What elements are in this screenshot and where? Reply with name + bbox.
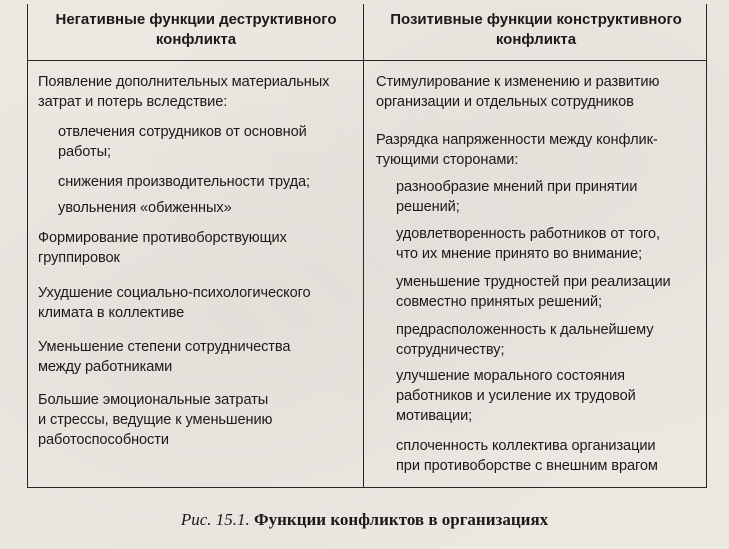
right-subitem-morale: улучшение морального состояния работников и усиление их трудовой мотивации; [396, 368, 636, 424]
header-negative-functions: Негативные функции деструктивного конфликта [55, 11, 337, 48]
right-subitem-diversity: разнообразие мнений при принятии решений; [396, 179, 638, 215]
right-subitem-cohesion: сплоченность коллектива организации при противоборстве с внешним врагом [396, 438, 658, 474]
left-subitem-distraction: отвлечения сотрудников от основной работы; [58, 124, 307, 160]
column-divider [363, 4, 364, 487]
right-item-stimulation: Стимулирование к изменению и развитию организации и отдельных сотрудников [376, 74, 660, 110]
figure-caption [0, 509, 729, 531]
caption-label: Рис. 15.1. [180, 510, 250, 529]
right-subitem-predisposition: предрасположенность к дальнейшему сотрудничеству; [396, 322, 654, 358]
header-positive-functions: Позитивные функции конструктивного конфликта [390, 11, 682, 48]
header-divider [28, 60, 706, 61]
left-item-extra-costs: Появление дополнительных материальных затрат и потерь вследствие: [38, 74, 330, 110]
left-subitem-dismissal: увольнения «обиженных» [58, 200, 232, 216]
right-item-tension-release: Разрядка напряженности между конфлик- тующими сторонами: [376, 132, 658, 168]
functions-table [27, 4, 707, 488]
left-item-cooperation: Уменьшение степени сотрудничества между работниками [38, 339, 291, 375]
caption-title: Функции конфликтов в организациях [254, 510, 549, 529]
left-item-opposing-groups: Формирование противоборствующих группировок [38, 230, 287, 266]
left-item-climate: Ухудшение социально-психологического климата в коллективе [38, 285, 311, 321]
right-subitem-satisfaction: удовлетворенность работников от того, что их мнение принято во внимание; [396, 226, 660, 262]
left-subitem-productivity: снижения производительности труда; [58, 174, 310, 190]
left-item-emotional-costs: Большие эмоциональные затраты и стрессы, ведущие к уменьшению работоспособности [38, 392, 273, 448]
right-subitem-difficulties: уменьшение трудностей при реализации совместно принятых решений; [396, 274, 671, 310]
